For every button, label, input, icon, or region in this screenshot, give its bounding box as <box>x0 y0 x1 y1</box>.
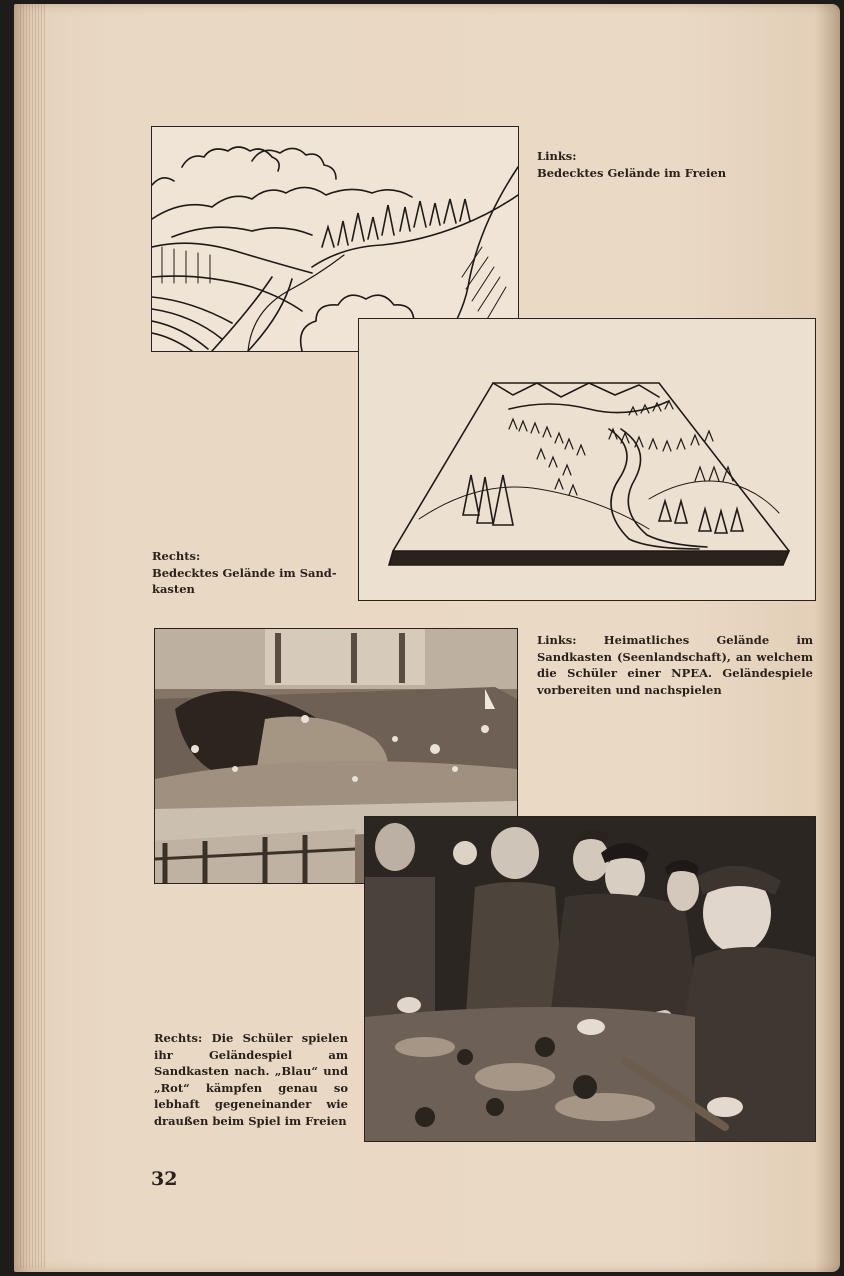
page-edge <box>20 4 46 1268</box>
caption-fig1 <box>537 148 757 181</box>
caption-fig2 <box>152 548 350 598</box>
terrain-sandbox-drawing <box>358 318 816 601</box>
caption-heading: Links: <box>537 149 577 163</box>
caption-fig4 <box>154 1030 348 1129</box>
caption-text: Bedecktes Gelände im Sand-kasten <box>152 565 337 596</box>
caption-text: Links: Heimatliches Gelände im Sandkasten (Seenlandschaft), an welchem die Schüler einer NPEA. Geländespiele vorbereiten und nachspielen <box>537 633 813 697</box>
caption-text: Rechts: Die Schüler spielen ihr Geländespiel am Sandkasten nach. „Blau“ und „Rot“ kämpfen genau so lebhaft gegeneinander wie draußen beim Spiel im Freien <box>154 1031 348 1128</box>
students-sandbox-photo <box>364 816 816 1142</box>
caption-heading: Rechts: <box>152 549 201 563</box>
caption-text: Bedecktes Gelände im Freien <box>537 165 727 180</box>
caption-fig3 <box>537 632 813 698</box>
page-number: 32 <box>151 1168 178 1190</box>
